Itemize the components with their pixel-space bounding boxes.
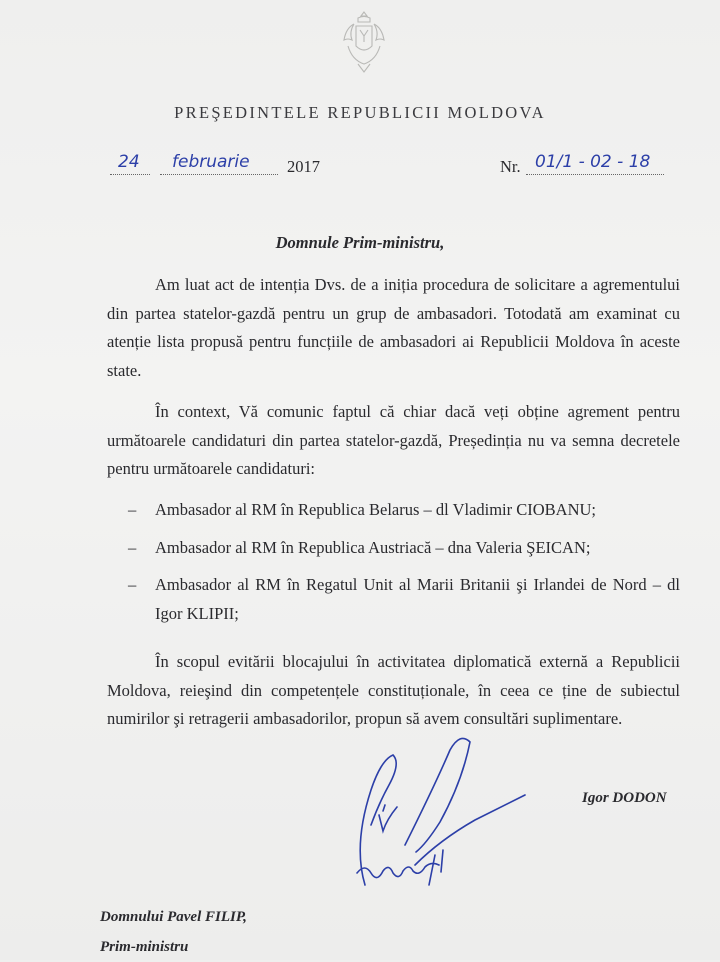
signer-name: Igor DODON (582, 790, 667, 806)
number-label: Nr. (500, 157, 521, 176)
list-item (128, 534, 680, 563)
dateline (0, 148, 720, 184)
page-title: PREŞEDINTELE REPUBLICII MOLDOVA (174, 103, 546, 122)
list-item-text: Ambasador al RM în Republica Belarus – dl Vladimir CIOBANU; (155, 500, 597, 519)
addressee (100, 902, 247, 962)
paragraph-1-text: Am luat act de intenția Dvs. de a iniția procedura de solicitare a agrementului din partea statelor-gazdă pentru un grup de ambasadori. Totodată am examinat cu atenție lista propusă pentru funcțiile de ambasadori ai Republicii Moldova în aceste state. (107, 275, 680, 380)
coat-of-arms-icon (340, 10, 388, 76)
list-item (128, 496, 680, 525)
date-month: februarie (172, 152, 250, 172)
paragraph-1 (107, 271, 680, 385)
number-value: 01/1 - 02 - 18 (535, 152, 651, 172)
dash-marker: – (128, 537, 137, 557)
paragraph-3-text: În scopul evitării blocajului în activitatea diplomatică externă a Republicii Moldova, reieşind din competențele constituționale, în ceea ce ține de subiectul numirilor şi retragerii ambasadorilor, propun să avem consultări suplimentare. (107, 652, 680, 728)
addressee-name: Domnului Pavel FILIP, (100, 909, 247, 925)
list-item (128, 571, 680, 628)
date-year: 2017 (287, 157, 320, 176)
handwritten-signature (335, 735, 535, 895)
candidate-list (128, 496, 680, 637)
date-day: 24 (118, 152, 140, 172)
paragraph-3 (107, 648, 680, 734)
list-item-text: Ambasador al RM în Republica Austriacă – dna Valeria ŞEICAN; (155, 537, 591, 557)
paragraph-2-text: În context, Vă comunic faptul că chiar dacă veți obține agrement pentru următoarele candidaturi din partea statelor-gazdă, Președinția nu va semna decretele pentru următoarele candidaturi: (107, 402, 680, 478)
date-month-line (160, 174, 278, 175)
dash-marker: – (128, 575, 137, 594)
date-day-line (110, 174, 150, 175)
dash-marker: – (128, 500, 137, 519)
number-line (526, 174, 664, 175)
list-item-text: Ambasador al RM în Regatul Unit al Marii Britanii şi Irlandei de Nord – dl Igor KLIPII; (155, 575, 680, 623)
addressee-title: Prim-ministru (100, 939, 189, 955)
salutation: Domnule Prim-ministru, (275, 233, 445, 252)
paragraph-2 (107, 398, 680, 484)
